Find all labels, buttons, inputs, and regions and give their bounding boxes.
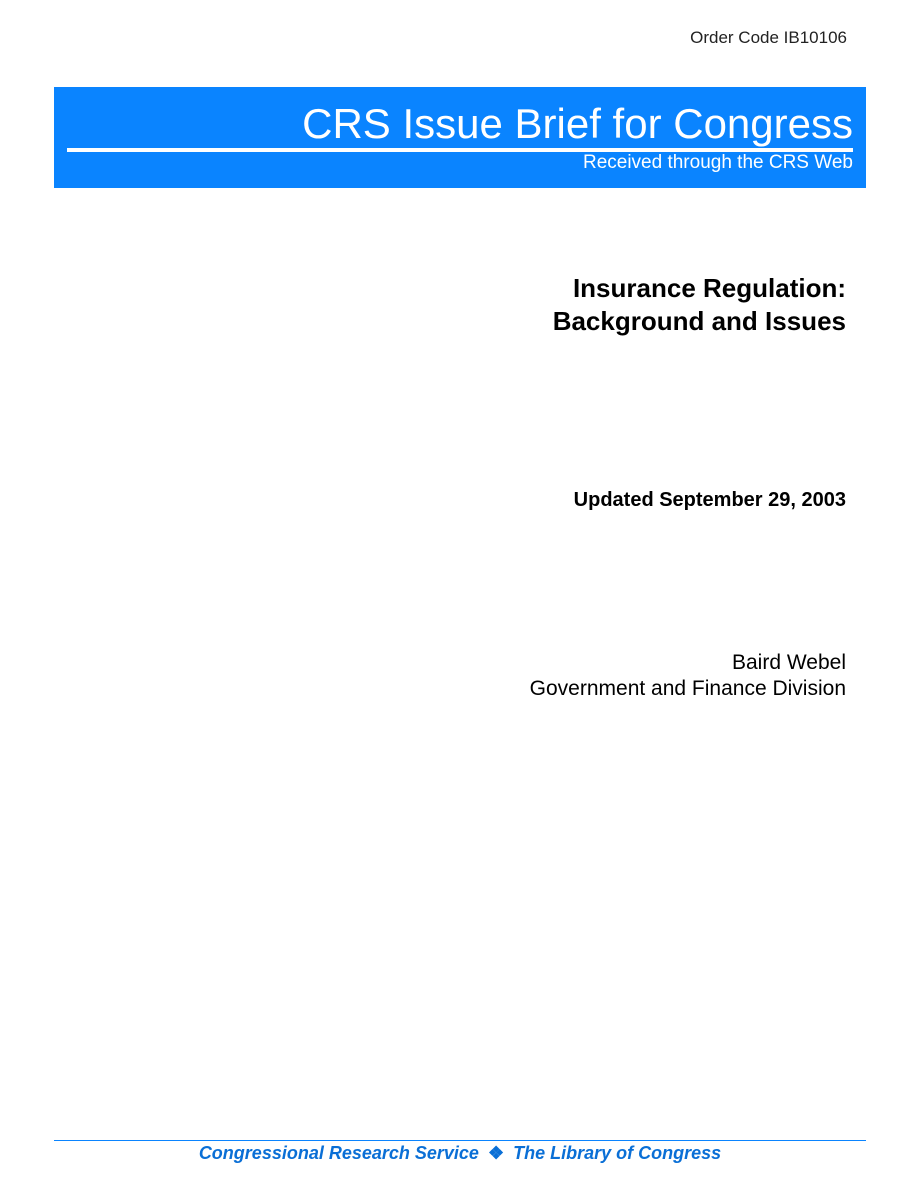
footer <box>0 1143 920 1164</box>
author-name: Baird Webel <box>731 651 846 674</box>
diamond-ornament-icon: ❖ <box>487 1143 505 1163</box>
document-title <box>553 272 846 338</box>
banner-subtitle: Received through the CRS Web <box>582 152 853 173</box>
document-title-line-1: Insurance Regulation: <box>572 273 846 303</box>
footer-divider <box>54 1140 866 1141</box>
author-division: Government and Finance Division <box>529 677 846 700</box>
footer-organization: Congressional Research Service <box>198 1143 479 1163</box>
order-code: Order Code IB10106 <box>690 28 847 47</box>
updated-date: Updated September 29, 2003 <box>573 489 846 511</box>
document-title-line-2: Background and Issues <box>552 306 846 336</box>
banner-title: CRS Issue Brief for Congress <box>302 100 853 147</box>
crs-banner <box>54 87 866 188</box>
author-block <box>530 650 846 702</box>
footer-library: The Library of Congress <box>513 1143 722 1163</box>
